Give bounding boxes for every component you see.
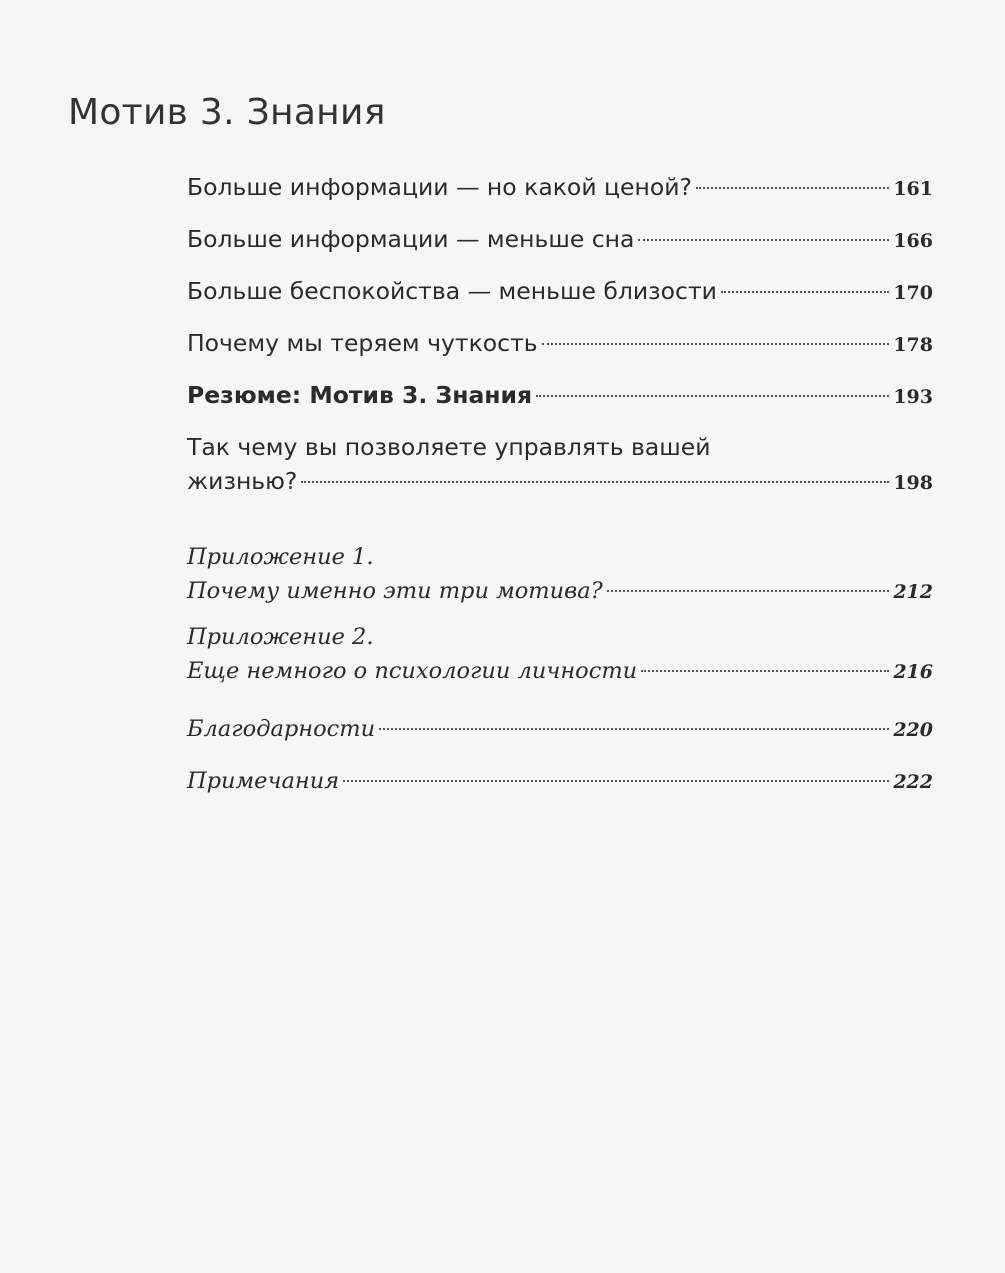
toc-entry-title-line1: Так чему вы позволяете управлять вашей	[187, 433, 711, 461]
dot-leader	[379, 728, 889, 730]
dot-leader	[542, 343, 890, 345]
toc-page-number: 193	[893, 386, 933, 408]
toc-appendix-entry[interactable]	[187, 764, 933, 799]
toc-entry-title: Резюме: Мотив 3. Знания	[187, 381, 533, 409]
toc-entry[interactable]	[187, 170, 933, 206]
dot-leader	[641, 670, 889, 672]
toc-appendix-entry[interactable]	[187, 712, 933, 747]
toc-page-number: 166	[893, 230, 933, 252]
toc-page-number: 220	[893, 719, 933, 741]
toc-entry-title-line1: Приложение 2.	[187, 624, 374, 650]
toc-page-number: 178	[893, 334, 933, 356]
toc-appendix-entry[interactable]	[187, 620, 933, 689]
toc-page-number: 222	[893, 771, 933, 793]
dot-leader	[638, 239, 889, 241]
toc-entry[interactable]	[187, 222, 933, 258]
toc-entry-title: Больше информации — меньше сна	[187, 225, 635, 253]
toc-entry-title: Благодарности	[187, 716, 376, 742]
toc-entry-title-line2: Еще немного о психологии личности	[187, 658, 638, 684]
toc-entry[interactable]	[187, 274, 933, 310]
toc-entry[interactable]	[187, 326, 933, 362]
dot-leader	[343, 780, 889, 782]
toc-entry[interactable]	[187, 430, 933, 500]
toc-entry-title-line1: Приложение 1.	[187, 544, 374, 570]
toc-entry-title: Больше беспокойства — меньше близости	[187, 277, 717, 305]
dot-leader	[721, 291, 889, 293]
dot-leader	[696, 187, 889, 189]
toc-entry-title-line2: Почему именно эти три мотива?	[187, 578, 603, 604]
section-title: Мотив 3. Знания	[68, 92, 386, 133]
toc-page-number: 216	[893, 661, 933, 683]
toc-page-number: 212	[893, 581, 933, 603]
dot-leader	[536, 395, 889, 397]
dot-leader	[607, 590, 890, 592]
toc-page-number: 170	[893, 282, 933, 304]
toc-entry-title: Почему мы теряем чуткость	[187, 329, 538, 357]
toc-appendix-entry[interactable]	[187, 540, 933, 609]
toc-page-number: 161	[893, 178, 933, 200]
toc-entry-summary[interactable]	[187, 378, 933, 414]
toc-entry-title: Примечания	[187, 768, 340, 794]
toc-entry-title: Больше информации — но какой ценой?	[187, 173, 692, 201]
toc-page-number: 198	[893, 472, 933, 494]
dot-leader	[301, 481, 889, 483]
toc-entry-title-line2: жизнью?	[187, 467, 298, 495]
